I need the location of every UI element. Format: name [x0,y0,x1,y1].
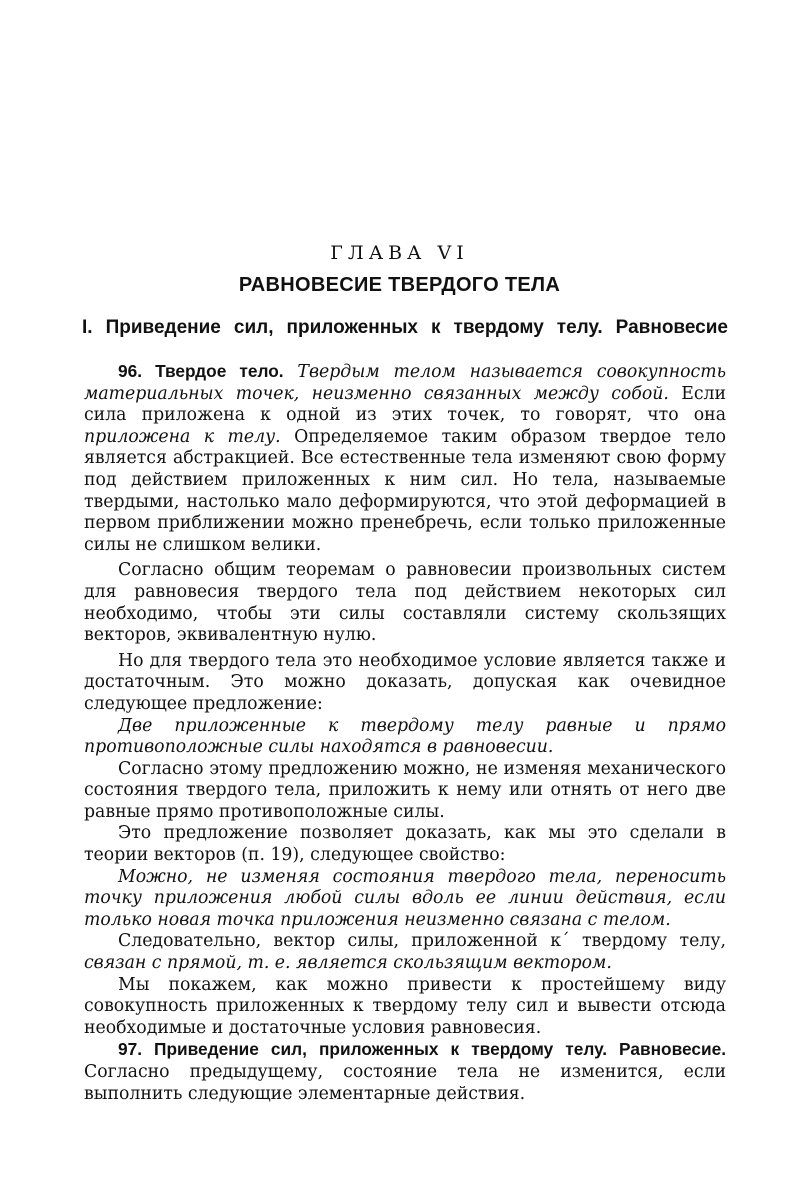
paragraph: Мы покажем, как можно привести к простейшему виду совокупность приложенных к твердому телу сил и вывести отсюда необходимые и достаточные условия равновесия. [84,974,726,1038]
paragraph-text: Следовательно, вектор силы, приложенной к´ твердому телу, [118,931,726,952]
statement-equilibrium [84,716,726,759]
paragraph-96 [84,361,726,556]
statement-text: Две приложенные к твердому телу равные и прямо противоположные силы находятся в равновесии. [84,715,726,758]
paragraph: Согласно этому предложению можно, не изменяя механического состояния твердого тела, приложить к нему или отнять от него две равные прямо противоположные силы. [84,758,726,822]
conclusion-sliding-vector: связан с прямой, т. е. является скользящим вектором. [84,953,612,974]
definition-applied-to-body: приложена к телу. [84,426,281,447]
statement-text: Можно, не изменяя состояния твердого тела, переносить точку приложения любой силы вдоль ее линии действия, если только новая точка приложения неизменно связана с телом. [84,866,726,930]
paragraph-97 [84,1039,726,1105]
subsection-lead-97: 97. Приведение сил, приложенных к твердому телу. Равновесие. [118,1039,726,1060]
body-text [84,361,726,1105]
paragraph-text: Определяемое таким образом твердое тело является абстракцией. Все естественные тела изменяют свою форму под действием приложенных к ним сил. Но тела, называемые твердыми, настолько мало деформируются, что этой деформацией в первом приближении можно пренебречь, если только приложенные силы не слишком велики. [84,426,726,555]
paragraph: Но для твердого тела это необходимое условие является также и достаточным. Это можно доказать, допуская как очевидное следующее предложение: [84,650,726,714]
paragraph: Это предложение позволяет доказать, как мы это сделали в теории векторов (п. 19), следующее свойство: [84,823,726,866]
paragraph-text: Согласно предыдущему, состояние тела не изменится, если выполнить следующие элементарные действия. [84,1062,726,1104]
section-heading: I. Приведение сил, приложенных к твердому телу. Равновесие [82,317,728,338]
paragraph: Согласно общим теоремам о равновесии произвольных систем для равновесия твердого тела под действием некоторых сил необходимо, чтобы эти силы составляли систему скользящих векторов, эквивалентную нулю. [84,560,726,646]
subsection-lead-96: 96. Твердое тело. [118,361,284,381]
statement-sliding [84,867,726,932]
chapter-title: РАВНОВЕСИЕ ТВЕРДОГО ТЕЛА [238,274,561,296]
paragraph [84,931,726,974]
chapter-number: ГЛАВА VI [330,242,469,264]
definition-rigid-body: Твердым телом называется совокупность материальных точек, неизменно связанных между собой. [84,362,726,404]
paragraph-text: Если сила приложена к одной из этих точек, то говорят, что она [84,383,726,426]
